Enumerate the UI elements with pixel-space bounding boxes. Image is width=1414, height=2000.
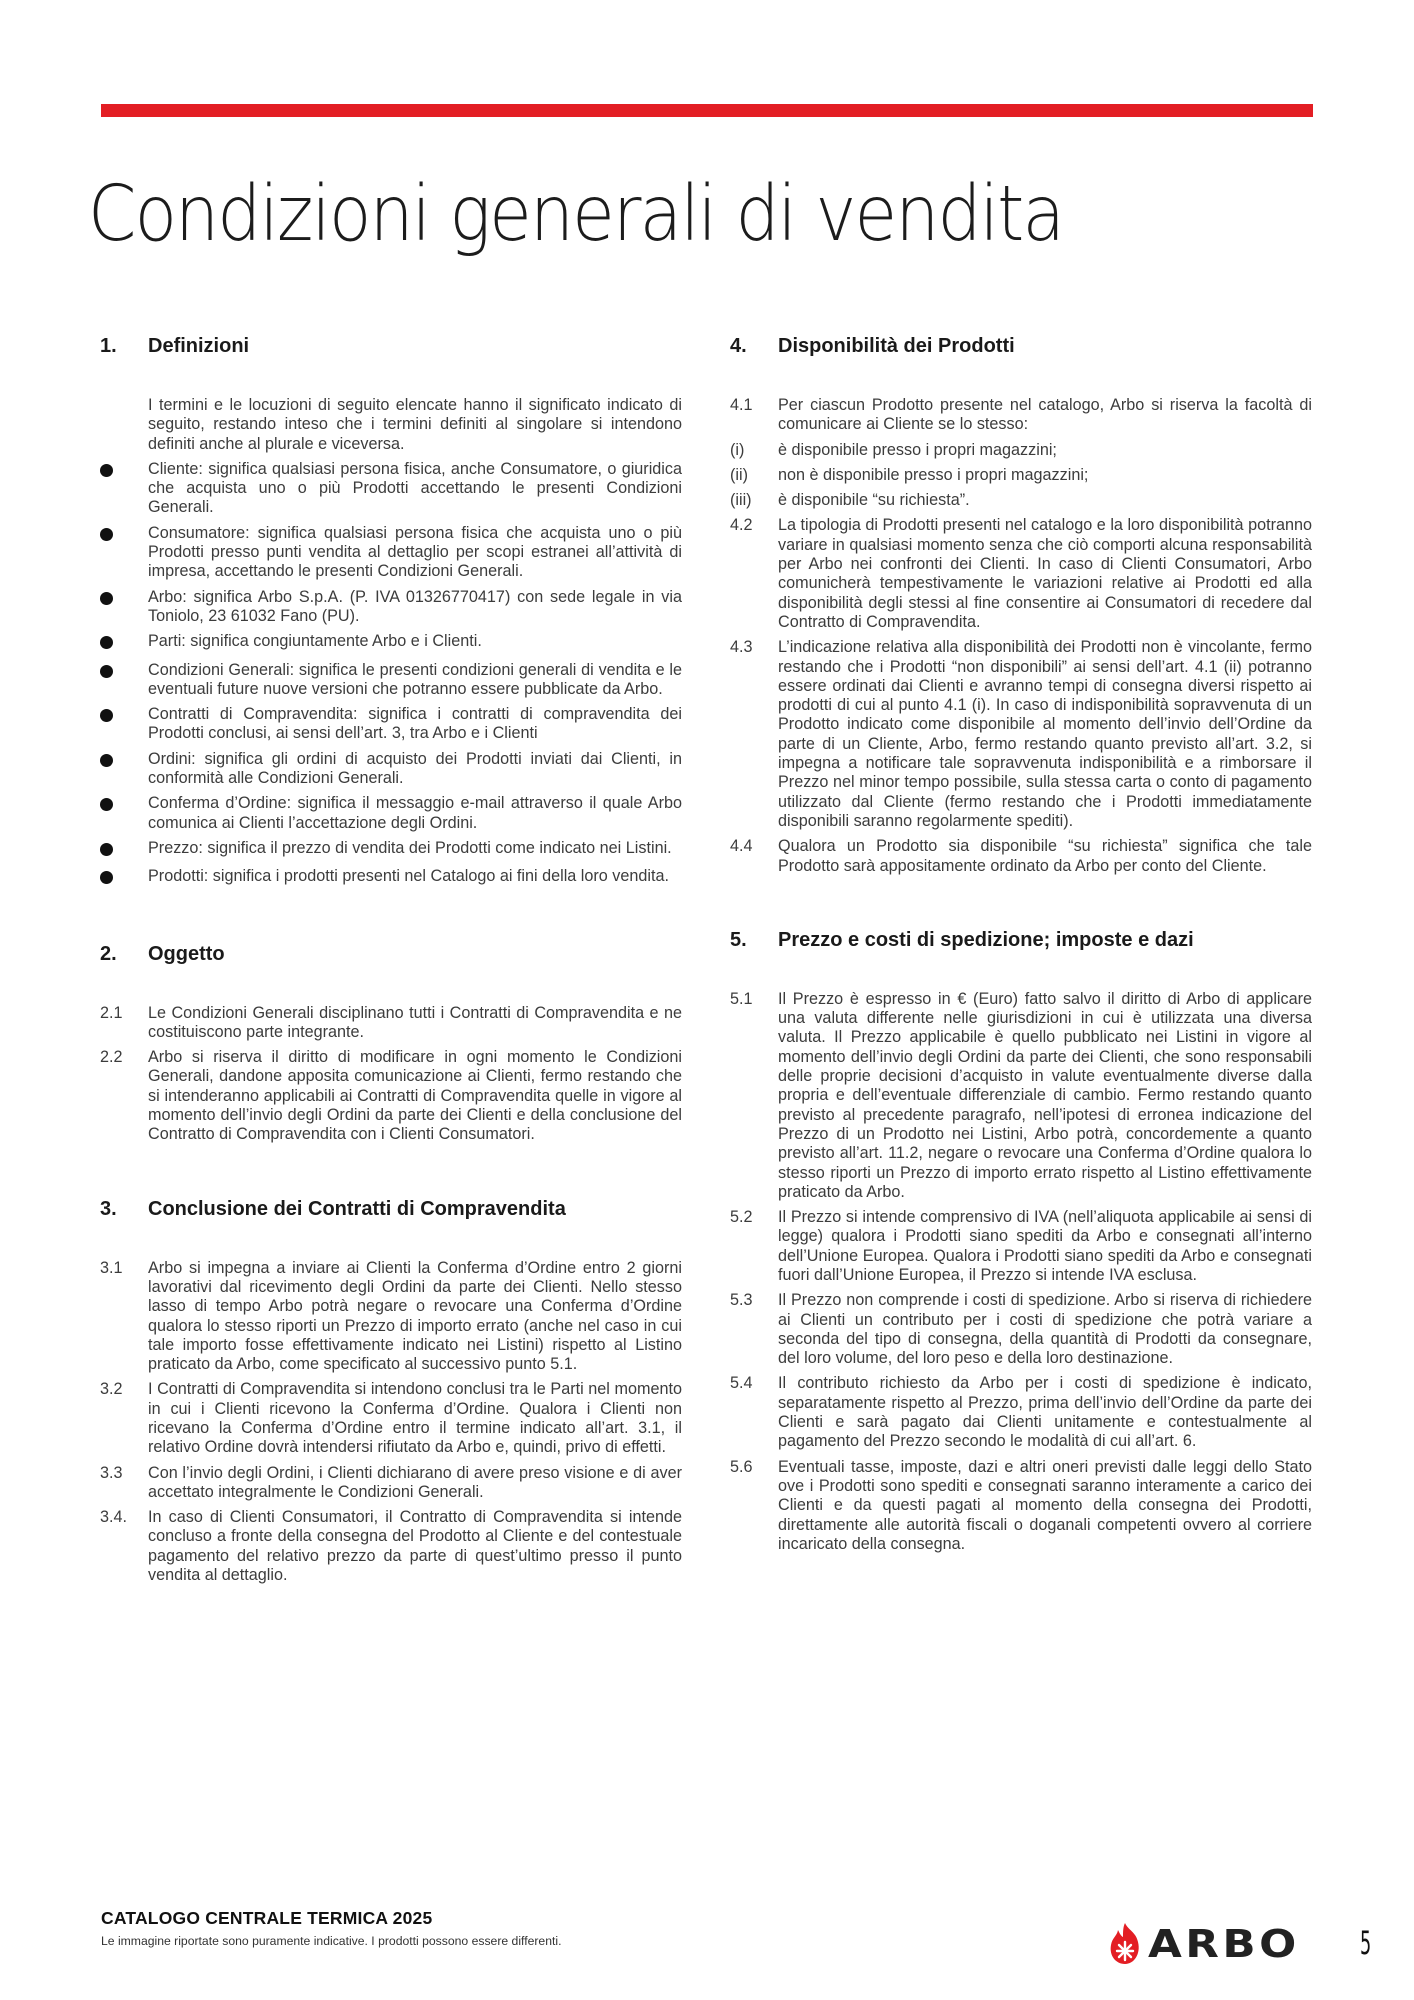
clause-item: 3.3 Con l’invio degli Ordini, i Clienti dichiarano di avere preso visione e di aver accettato integralmente le Condizioni Generali. [100,1463,682,1501]
section-title: Definizioni [148,335,250,357]
section-heading [100,942,682,966]
bullet-icon [100,528,113,541]
clause-item: 5.2 Il Prezzo si intende comprensivo di IVA (nell’aliquota applicabile ai sensi di legge) qualora i Prodotti siano spediti da Arbo e consegnati all’interno dell’Unione Europea. Qualora i Prodotti siano spediti da Arbo e consegnati fuori dall’Unione Europea, il Prezzo si intende IVA esclusa. [730,1208,1312,1284]
clause-item: 3.1 Arbo si impegna a inviare ai Clienti la Conferma d’Ordine entro 2 giorni lavorativi dal ricevimento degli Ordini da parte dei Clienti. Nello stesso lasso di tempo Arbo potrà negare o revocare una Conferma d’Ordine qualora lo stesso riporti un Prezzo di importo errato (anche nel caso in cui tale importo fosse effettivamente indicato nei Listini) rispetto al Listino praticato da Arbo, come specificato al successivo punto 5.1. [100,1258,682,1374]
list-item: Arbo: significa Arbo S.p.A. (P. IVA 01326770417) con sede legale in via Toniolo, 23 61032 Fano (PU). [100,588,682,627]
section-prezzo [730,928,1312,1554]
bullet-icon [100,843,113,856]
section-number: 3. [100,1197,117,1220]
section-heading [100,1197,682,1221]
section-oggetto [100,942,682,1145]
footer-disclaimer: Le immagine riportate sono puramente indicative. I prodotti possono essere differenti. [101,1934,562,1948]
section-title: Oggetto [148,942,225,965]
clause-item: 5.6 Eventuali tasse, imposte, dazi e altri oneri previsti dalle leggi dello Stato ove i Prodotti sono spediti e consegnati saranno interamente a carico dei Clienti e da questi pagati al momento della consegna dei Prodotti, direttamente alle autorità fiscali o doganali competenti ovvero al corriere incaricato della consegna. [730,1457,1312,1553]
right-column [730,334,1312,1560]
section-number: 1. [100,335,117,357]
bullet-icon [100,798,113,811]
section-heading [730,928,1312,952]
list-item: Cliente: significa qualsiasi persona fisica, anche Consumatore, o giuridica che acquista uno o più Prodotti accettando le presenti Condizioni Generali. [100,460,682,518]
brand-name: ARBO [1148,1922,1300,1966]
section-heading [730,334,1312,358]
clause-item: 5.1 Il Prezzo è espresso in € (Euro) fatto salvo il diritto di Arbo di applicare una valuta differente nelle giurisdizioni in cui è utilizzata una diversa valuta. Il Prezzo applicabile è quello pubblicato nei Listini in vigore al momento dell’invio degli Ordini da parte dei Clienti, che sono responsabili delle proprie decisioni d’acquisto in valute eventualmente diverse dalla propria e dell’eventuale differenziale di cambio. Fermo restando quanto previsto al precedente paragrafo, nell’ipotesi di erronea indicazione del Prezzo di un Prodotto nei Listini, Arbo potrà, concordemente a quanto previsto all’art. 11.2, negare o revocare una Conferma d’Ordine qualora lo stesso riporti un Prezzo di importo errato rispetto al Listino effettivamente praticato da Arbo. [730,989,1312,1201]
clause-item: 5.3 Il Prezzo non comprende i costi di spedizione. Arbo si riserva di richiedere ai Clienti un contributo per i costi di spedizione che potrà variare a seconda del tipo di consegna, della quantità di Prodotti da consegnare, del loro volume, del loro peso e della loro destinazione. [730,1291,1312,1368]
list-item: Contratti di Compravendita: significa i contratti di compravendita dei Prodotti conclusi, ai sensi dell’art. 3, tra Arbo e i Clienti [100,705,682,744]
clause-item: 4.3 L’indicazione relativa alla disponibilità dei Prodotti non è vincolante, fermo restando che i Prodotti “non disponibili” ai sensi dell’art. 4.1 (ii) potranno essere ordinati dai Clienti e avranno tempi di consegna diversi rispetto ai prodotti di cui al punto 4.1 (i). In caso di indisponibilità sopravvenuta di un Prodotto indicato come disponibile al momento dell’invio dell’Ordine da parte di un Cliente, Arbo, fermo restando quanto previsto all’art. 3.2, si impegna a notificare tale sopravvenuta indisponibilità e a rimborsare il Prezzo nel minor tempo possibile, sulla stessa carta o conto di pagamento utilizzato dal Cliente (fermo restando che i Prodotti immediatamente disponibili saranno regolarmente spediti). [730,638,1312,830]
section-heading [100,334,682,358]
page-number: 5 [1360,1924,1372,1962]
clause-item: 2.2 Arbo si riserva il diritto di modificare in ogni momento le Condizioni Generali, dandone apposita comunicazione ai Clienti, fermo restando che si intenderanno applicabili ai Contratti di Compravendita quelle in vigore al momento dell’invio degli Ordini da parte dei Clienti e della conclusione del Contratto di Compravendita con i Clienti Consumatori. [100,1048,682,1144]
clause-item: 3.2 I Contratti di Compravendita si intendono conclusi tra le Parti nel momento in cui i Clienti ricevono la Conferma d’Ordine. Qualora i Clienti non ricevano la Conferma d’Ordine entro il termine indicato all’art. 3.1, il relativo Ordine dovrà intendersi rifiutato da Arbo e, quindi, privo di effetti. [100,1380,682,1457]
bullet-icon [100,592,113,605]
list-item: Conferma d’Ordine: significa il messaggio e-mail attraverso il quale Arbo comunica ai Clienti l’accettazione degli Ordini. [100,794,682,833]
section-title: Disponibilità dei Prodotti [778,335,1015,357]
left-column [100,334,682,1591]
section-number: 2. [100,942,117,965]
bullet-icon [100,636,113,649]
bullet-icon [100,665,113,678]
list-item: Condizioni Generali: significa le presenti condizioni generali di vendita e le eventuali future nuove versioni che potranno essere pubblicate da Arbo. [100,661,682,700]
clause-item: 4.4 Qualora un Prodotto sia disponibile “su richiesta” significa che tale Prodotto sarà appositamente ordinato da Arbo per conto del Cliente. [730,837,1312,875]
clause-item: 2.1 Le Condizioni Generali disciplinano tutti i Contratti di Compravendita e ne costituiscono parte integrante. [100,1003,682,1041]
section-conclusione [100,1197,682,1586]
section-disponibilita [730,334,1312,876]
clause-item: 5.4 Il contributo richiesto da Arbo per i costi di spedizione è indicato, separatamente rispetto al Prezzo, prima dell’invio dell’Ordine da parte dei Clienti e sarà pagato dai Clienti unitamente e contestualmente al pagamento del Prezzo secondo le modalità di cui all’art. 6. [730,1374,1312,1451]
page-title: Condizioni generali di vendita [88,170,1064,259]
header-accent-bar [101,104,1313,117]
bullet-icon [100,871,113,884]
section-title: Conclusione dei Contratti di Compravendita [148,1197,566,1220]
list-item: Prodotti: significa i prodotti presenti nel Catalogo ai fini della loro vendita. [100,867,682,889]
bullet-icon [100,709,113,722]
footer-catalog-title: CATALOGO CENTRALE TERMICA 2025 [101,1908,433,1928]
list-item: Ordini: significa gli ordini di acquisto dei Prodotti inviati dai Clienti, in conformità alle Condizioni Generali. [100,750,682,789]
list-item: Prezzo: significa il prezzo di vendita dei Prodotti come indicato nei Listini. [100,839,682,861]
clause-item: 4.1 Per ciascun Prodotto presente nel catalogo, Arbo si riserva la facoltà di comunicare ai Cliente se lo stesso: [730,396,1312,434]
section-number: 5. [730,928,747,951]
clause-subitem: (i) è disponibile presso i propri magazzini; [730,440,1057,459]
brand-logo [1108,1922,1300,1966]
section-intro: I termini e le locuzioni di seguito elencate hanno il significato indicato di seguito, restando inteso che i termini definiti al singolare si intendono definiti anche al plurale e viceversa. [148,396,682,453]
flame-snowflake-icon [1108,1922,1142,1966]
clause-subitem: (ii) non è disponibile presso i propri magazzini; [730,465,1089,484]
list-item: Consumatore: significa qualsiasi persona fisica che acquista uno o più Prodotti presso punti vendita al dettaglio per scopi estranei all’attività di impresa, accettando le presenti Condizioni Generali. [100,524,682,582]
section-title: Prezzo e costi di spedizione; imposte e dazi [778,928,1194,951]
list-item: Parti: significa congiuntamente Arbo e i Clienti. [100,632,682,654]
section-number: 4. [730,335,747,357]
bullet-icon [100,754,113,767]
section-definizioni [100,334,682,890]
bullet-icon [100,464,113,477]
clause-item: 4.2 La tipologia di Prodotti presenti nel catalogo e la loro disponibilità potranno variare in qualsiasi momento senza che ciò comporti alcuna responsabilità per Arbo nei confronti dei Clienti. In caso di Clienti Consumatori, Arbo comunicherà tempestivamente le variazioni relative ai Prodotti ed alla disponibilità degli stessi al fine consentire ai Consumatori di recedere dal Contratto di Compravendita. [730,516,1312,631]
clause-subitem: (iii) è disponibile “su richiesta”. [730,491,970,510]
clause-item: 3.4. In caso di Clienti Consumatori, il Contratto di Compravendita si intende concluso a fronte della consegna del Prodotto al Cliente e del contestuale pagamento del relativo prezzo da parte di quest’ultimo presso il punto vendita al dettaglio. [100,1508,682,1585]
